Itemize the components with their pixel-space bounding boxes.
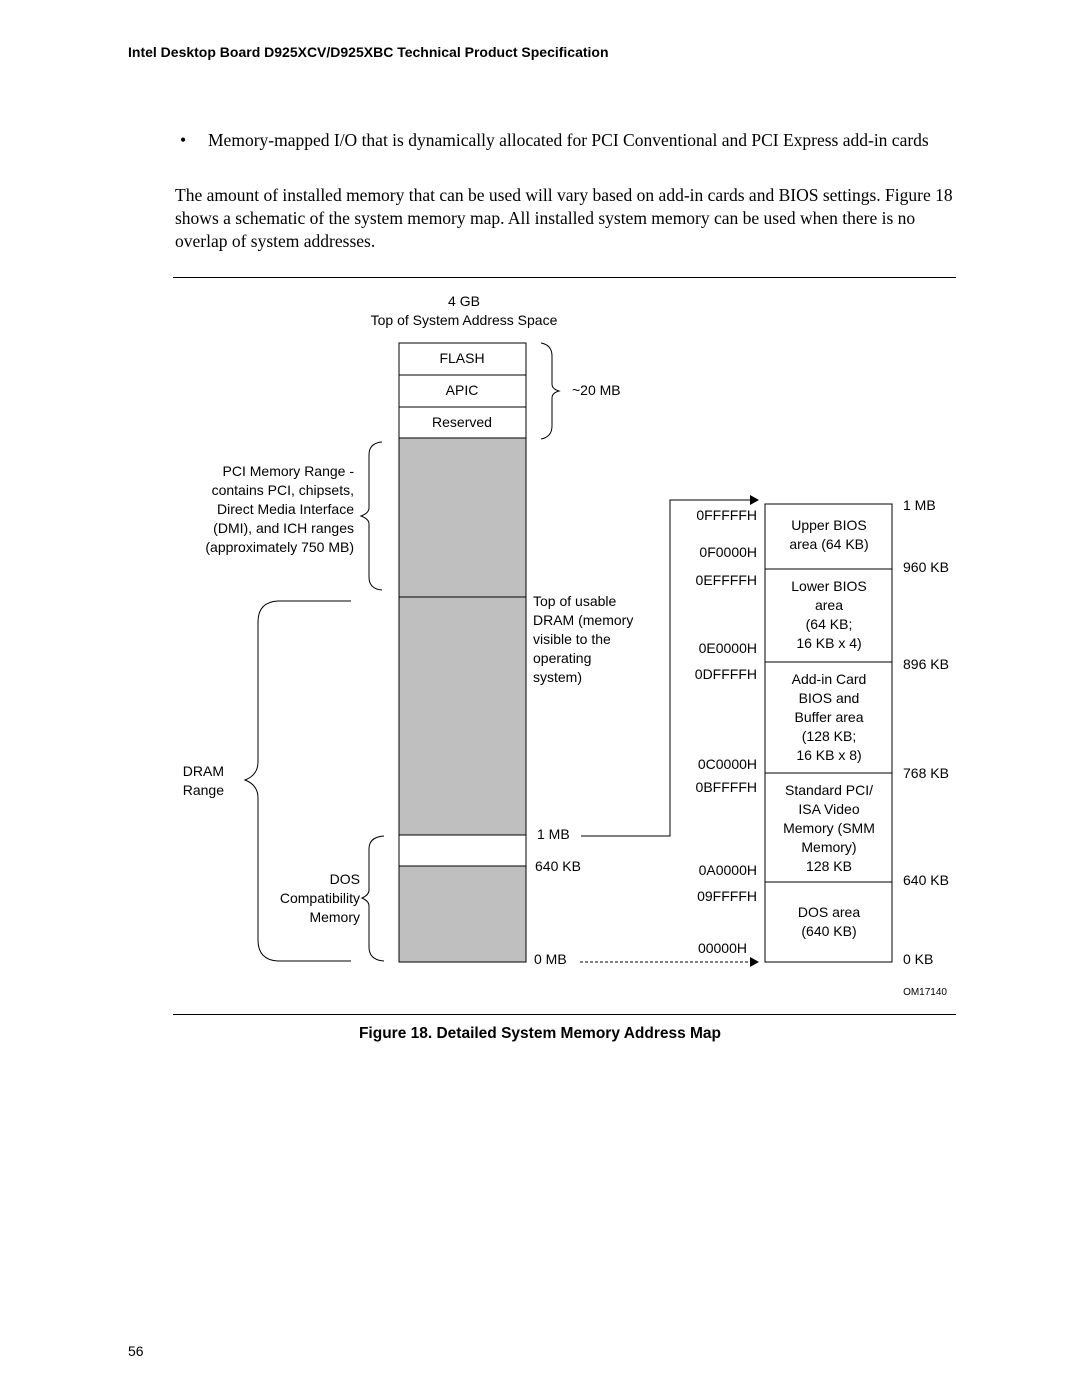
address-0c0000h: 0C0000H xyxy=(697,756,757,772)
top-label-4gb: 4 GB xyxy=(448,293,480,309)
approx-size-label: ~20 MB xyxy=(572,382,621,398)
dos-compat-line-2: Compatibility xyxy=(279,890,360,906)
top-usable-line-3: visible to the xyxy=(533,631,611,647)
dram-range-brace xyxy=(245,601,351,961)
addin-card-line-4: (128 KB; xyxy=(801,728,857,744)
marker-1mb: 1 MB xyxy=(537,826,570,842)
connector-0mb-arrowhead xyxy=(750,957,759,967)
bullet-symbol: • xyxy=(180,130,187,150)
top-label-system-space: Top of System Address Space xyxy=(370,312,558,328)
size-960kb: 960 KB xyxy=(903,559,949,575)
addin-card-line-1: Add-in Card xyxy=(791,671,867,687)
top-usable-line-4: operating xyxy=(533,650,592,666)
reserved-label: Reserved xyxy=(432,414,492,430)
dos-area-line-2: (640 KB) xyxy=(801,923,857,939)
figure-caption: Figure 18. Detailed System Memory Address Map xyxy=(358,1025,722,1042)
dos-compat-line-3: Memory xyxy=(309,909,360,925)
marker-0mb: 0 MB xyxy=(534,951,567,967)
standard-pci-line-5: 128 KB xyxy=(806,858,852,874)
address-00000h: 00000H xyxy=(697,940,747,956)
addin-card-line-5: 16 KB x 8) xyxy=(796,747,862,763)
address-0ffffff: 0FFFFFH xyxy=(696,507,757,523)
pci-range-line-4: (DMI), and ICH ranges xyxy=(213,520,354,536)
usable-dram-block xyxy=(399,597,526,835)
addin-card-line-2: BIOS and xyxy=(798,690,860,706)
addin-card-line-3: Buffer area xyxy=(794,709,864,725)
address-0dffffh: 0DFFFFH xyxy=(694,666,757,682)
pci-range-brace xyxy=(361,442,382,590)
pci-range-line-2: contains PCI, chipsets, xyxy=(211,482,354,498)
figure-bottom-rule xyxy=(173,1014,956,1015)
pci-range-line-1: PCI Memory Range - xyxy=(222,463,354,479)
flash-label: FLASH xyxy=(439,350,485,366)
address-0e0000h: 0E0000H xyxy=(698,640,757,656)
address-0f0000h: 0F0000H xyxy=(699,544,757,560)
page-number: 56 xyxy=(128,1343,144,1359)
lower-bios-line-3: (64 KB; xyxy=(805,616,853,632)
bullet-text: Memory-mapped I/O that is dynamically allocated for PCI Conventional and PCI Express add-in cards xyxy=(208,130,929,150)
standard-pci-line-4: Memory) xyxy=(801,839,857,855)
standard-pci-line-3: Memory (SMM xyxy=(783,820,875,836)
approx-size-brace xyxy=(541,343,559,439)
size-640kb: 640 KB xyxy=(903,872,949,888)
dram-range-line-2: Range xyxy=(182,782,224,798)
pci-range-line-3: Direct Media Interface xyxy=(217,501,354,517)
marker-640kb: 640 KB xyxy=(535,858,581,874)
standard-pci-line-2: ISA Video xyxy=(798,801,860,817)
upper-bios-line-1: Upper BIOS xyxy=(791,517,867,533)
dos-area-line-1: DOS area xyxy=(797,904,861,920)
lower-bios-line-2: area xyxy=(814,597,844,613)
running-header: Intel Desktop Board D925XCV/D925XBC Technical Product Specification xyxy=(128,44,609,60)
dos-memory-block xyxy=(399,866,526,962)
top-usable-line-2: DRAM (memory xyxy=(533,612,634,628)
pci-range-line-5: (approximately 750 MB) xyxy=(205,539,354,555)
apic-label: APIC xyxy=(445,382,479,398)
body-paragraph: The amount of installed memory that can be used will vary based on add-in cards and BIOS settings. Figure 18 shows a schematic of the system memory map. All installed system memory can be used when there is no overlap of system addresses. xyxy=(175,185,953,251)
pci-memory-block xyxy=(399,438,526,597)
address-0a0000h: 0A0000H xyxy=(698,862,757,878)
upper-memory-block xyxy=(399,835,526,866)
upper-bios-line-2: area (64 KB) xyxy=(789,536,869,552)
figure-id: OM17140 xyxy=(903,987,947,998)
standard-pci-line-1: Standard PCI/ xyxy=(785,782,873,798)
dos-compat-brace xyxy=(362,836,384,961)
dos-compat-line-1: DOS xyxy=(329,871,360,887)
size-0kb: 0 KB xyxy=(903,951,934,967)
lower-bios-line-4: 16 KB x 4) xyxy=(796,635,862,651)
address-09ffffh: 09FFFFH xyxy=(697,888,757,904)
dram-range-line-1: DRAM xyxy=(182,763,224,779)
size-768kb: 768 KB xyxy=(903,765,949,781)
size-896kb: 896 KB xyxy=(903,656,949,672)
connector-1mb-arrowhead xyxy=(750,495,759,505)
size-1mb: 1 MB xyxy=(903,497,936,513)
address-0bffffh: 0BFFFFH xyxy=(695,779,757,795)
top-usable-line-1: Top of usable xyxy=(533,593,617,609)
address-0effffh: 0EFFFFH xyxy=(695,572,757,588)
top-usable-line-5: system) xyxy=(533,669,582,685)
lower-bios-line-1: Lower BIOS xyxy=(791,578,867,594)
